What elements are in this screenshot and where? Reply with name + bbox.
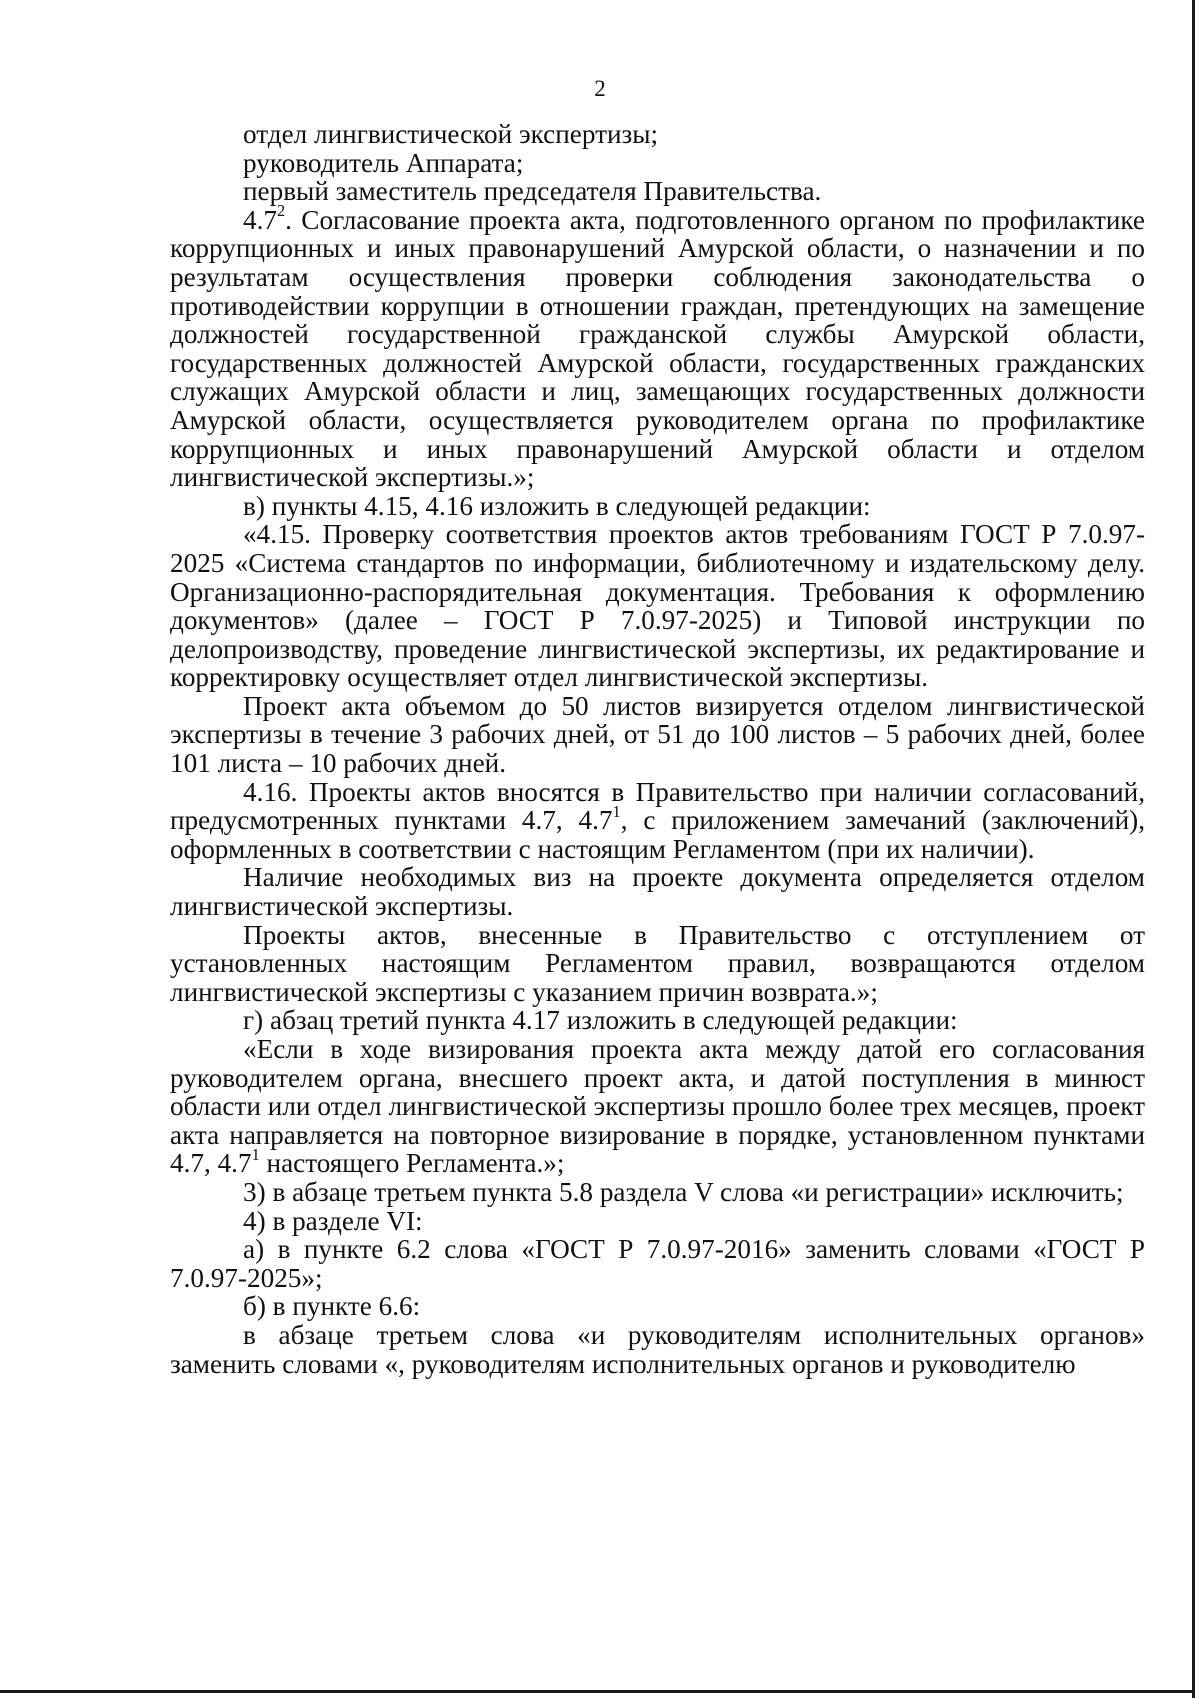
superscript-marker: 1 — [612, 801, 621, 821]
paragraph-4-15: «4.15. Проверку соответствия проектов актов требованиям ГОСТ Р 7.0.97-2025 «Система стандартов по информации, библиотечному и издательскому делу. Организационно-распорядительная документация. Требования к оформлению документов» (далее – ГОСТ Р 7.0.97-2025) и Типовой инструкции по делопроизводству, проведение лингвистической экспертизы, их редактирование и корректировку осуществляет отдел лингвистической экспертизы. — [170, 519, 1145, 693]
page-frame-bottom-edge — [0, 1690, 1195, 1693]
paragraph: первый заместитель председателя Правительства. — [243, 176, 822, 207]
paragraph-4-16: 4.16. Проекты актов вносятся в Правительство при наличии согласований, предусмотренных пунктами 4.7, $4.7^1$, с приложением замечаний (заключений), оформленных в соответствии с настоящим Регламентом (при их наличии). — [170, 776, 1145, 864]
paragraph: в) пункты 4.15, 4.16 изложить в следующей редакции: — [243, 490, 871, 521]
superscript-marker: 2 — [276, 201, 286, 221]
document-body — [170, 120, 1145, 1378]
paragraph: б) в пункте 6.6: — [243, 1291, 421, 1322]
paragraph: в абзаце третьем слова «и руководителям исполнительных органов» заменить словами «, руководителям исполнительных органов и руководителю — [170, 1319, 1145, 1379]
paragraph: Наличие необходимых виз на проекте документа определяется отделом лингвистической экспертизы. — [170, 862, 1145, 922]
paragraph: руководитель Аппарата; — [243, 147, 524, 178]
paragraph: 4) в разделе VI: — [243, 1205, 423, 1236]
paragraph: а) в пункте 6.2 слова «ГОСТ Р 7.0.97-2016» заменить словами «ГОСТ Р 7.0.97-2025»; — [170, 1234, 1145, 1293]
page-number: 2 — [594, 76, 606, 101]
paragraph: г) абзац третий пункта 4.17 изложить в следующей редакции: — [243, 1005, 958, 1036]
paragraph: Проекты актов, внесенные в Правительство с отступлением от установленных настоящим Регламентом правил, возвращаются отделом лингвистической экспертизы с указанием причин возврата.»; — [170, 919, 1145, 1007]
paragraph: «Если в ходе визирования проекта акта между датой его согласования руководителем органа, внесшего проект акта, и датой поступления в минюст области или отдел лингвистической экспертизы прошло более трех месяцев, проект акта направляется на повторное визирование в порядке, установленном пунктами 4.7, $4.7^1$ настоящего Регламента.»; — [170, 1034, 1145, 1179]
page-frame-right-edge — [1192, 0, 1195, 1698]
superscript-marker: 1 — [251, 1144, 260, 1164]
paragraph: отдел лингвистической экспертизы; — [243, 119, 659, 149]
paragraph: 3) в абзаце третьем пункта 5.8 раздела V слова «и регистрации» исключить; — [243, 1176, 1124, 1207]
paragraph: Проект акта объемом до 50 листов визируется отделом лингвистической экспертизы в течение 3 рабочих дней, от 51 до 100 листов – 5 рабочих дней, более 101 листа – 10 рабочих дней. — [170, 690, 1145, 779]
paragraph-4-7-2: $4.7^2$. Согласование проекта акта, подготовленного органом по профилактике коррупционных и иных правонарушений Амурской области, о назначении и по результатам осуществления проверки соблюдения законодательства о противодействии коррупции в отношении граждан, претендующих на замещение должностей государственной гражданской службы Амурской области, государственных должностей Амурской области, государственных гражданских служащих Амурской области и лиц, замещающих государственных должности Амурской области, осуществляется руководителем органа по профилактике коррупционных и иных правонарушений Амурской области и отделом лингвистической экспертизы.»; — [170, 201, 1145, 493]
